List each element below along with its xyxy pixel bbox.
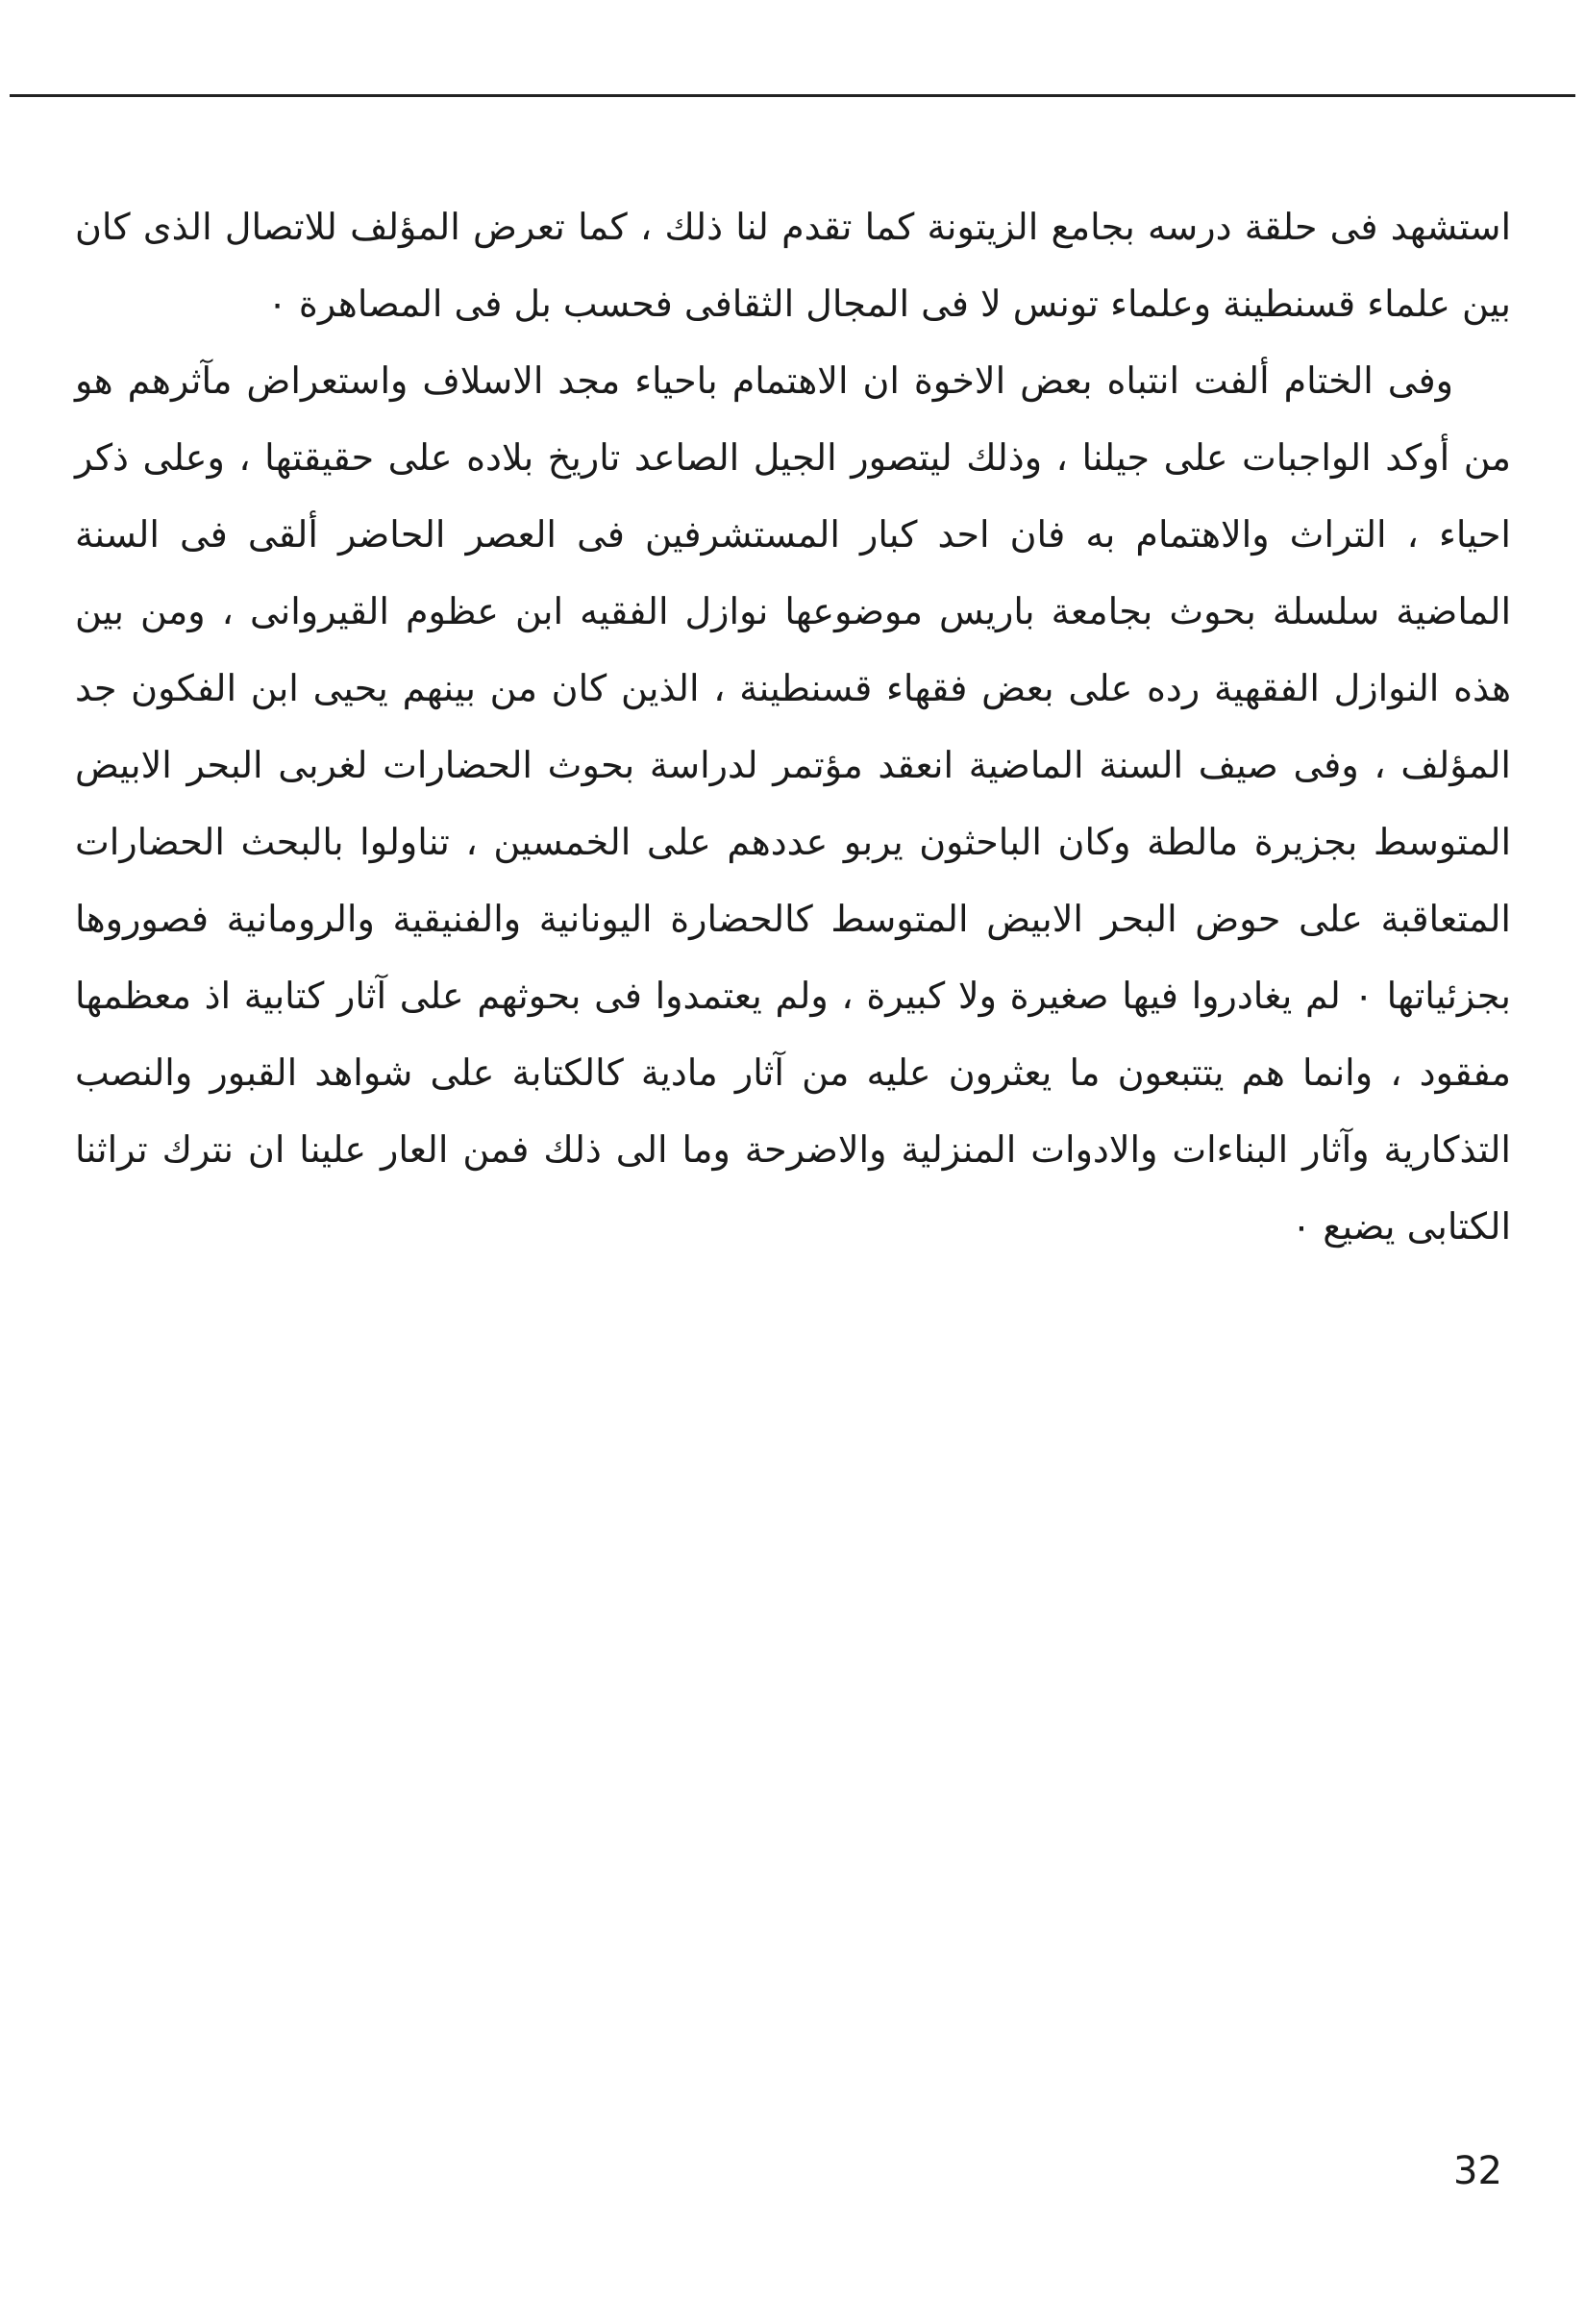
body-text [75, 188, 1511, 1265]
paragraph-1: استشهد فى حلقة درسه بجامع الزيتونة كما تقدم لنا ذلك ، كما تعرض المؤلف للاتصال الذى كان بين علماء قسنطينة وعلماء تونس لا فى المجال الثقافى فحسب بل فى المصاهرة ٠ [75, 206, 1511, 325]
top-rule [10, 94, 1575, 97]
page-number: 32 [1453, 2149, 1502, 2193]
paragraph-2: وفى الختام ألفت انتباه بعض الاخوة ان الاهتمام باحياء مجد الاسلاف واستعراض مآثرهم هو من أوكد الواجبات على جيلنا ، وذلك ليتصور الجيل الصاعد تاريخ بلاده على حقيقتها ، وعلى ذكر احياء ، التراث والاهتمام به فان احد كبار المستشرفين فى العصر الحاضر ألقى فى السنة الماضية سلسلة بحوث بجامعة باريس موضوعها نوازل الفقيه ابن عظوم القيروانى ، ومن بين هذه النوازل الفقهية رده على بعض فقهاء قسنطينة ، الذين كان من بينهم يحيى ابن الفكون جد المؤلف ، وفى صيف السنة الماضية انعقد مؤتمر لدراسة بحوث الحضارات لغربى البحر الابيض المتوسط بجزيرة مالطة وكان الباحثون يربو عددهم على الخمسين ، تناولوا بالبحث الحضارات المتعاقبة على حوض البحر الابيض المتوسط كالحضارة اليونانية والفنيقية والرومانية فصوروها بجزئياتها ٠ لم يغادروا فيها صغيرة ولا كبيرة ، ولم يعتمدوا فى بحوثهم على آثار كتابية اذ معظمها مفقود ، وانما هم يتتبعون ما يعثرون عليه من آثار مادية كالكتابة على شواهد القبور والنصب التذكارية وآثار البناءات والادوات المنزلية والاضرحة وما الى ذلك فمن العار علينا ان نترك تراثنا الكتابى يضيع ٠ [75, 359, 1511, 1248]
